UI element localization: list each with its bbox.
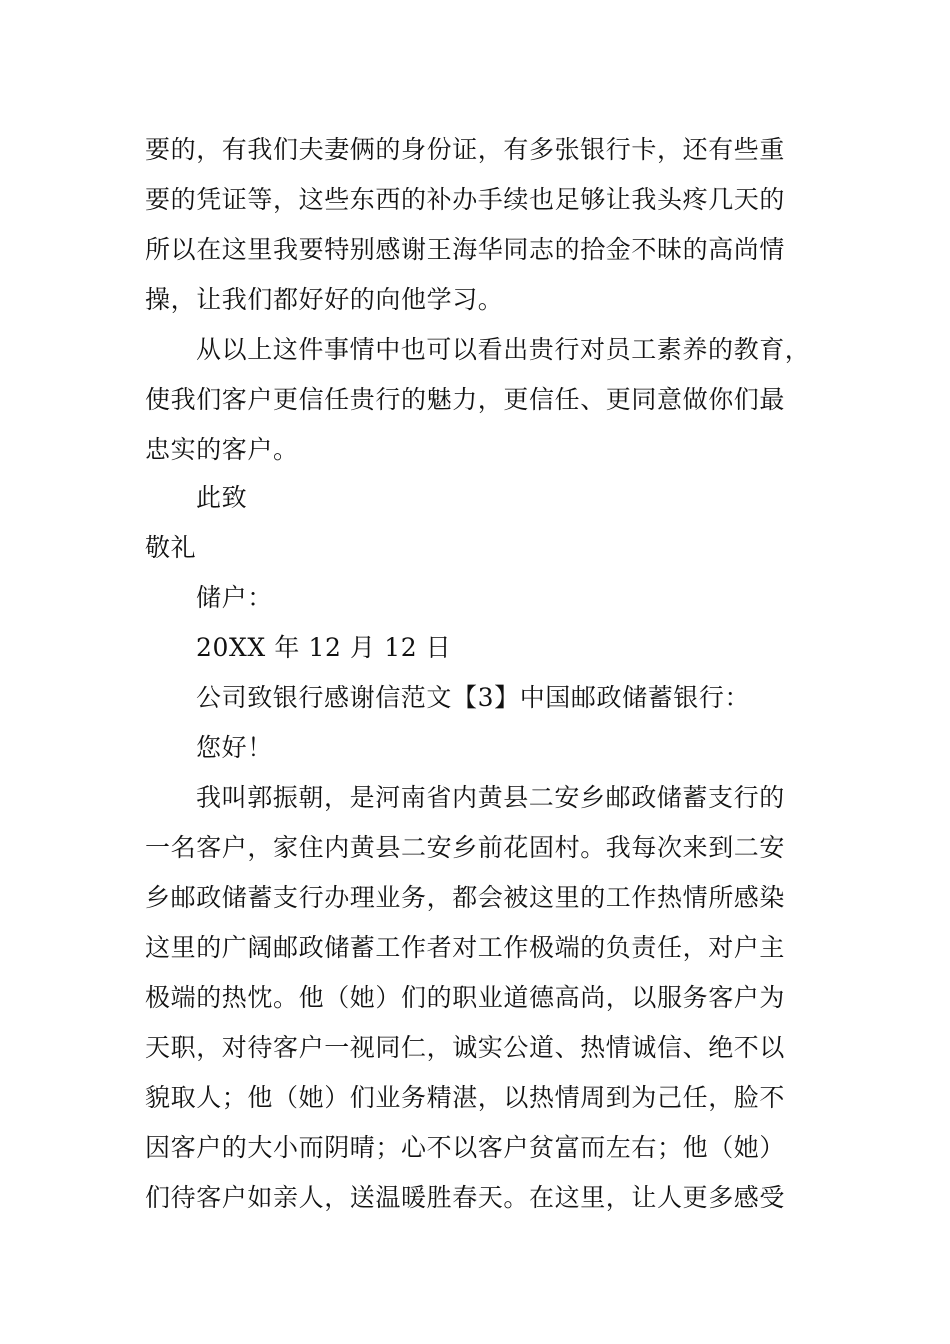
paragraph-line: 极端的热忱。他（她）们的职业道德高尚，以服务客户为 (145, 983, 786, 1012)
closing-regards: 敬礼 (145, 533, 197, 562)
paragraph-line: 天职，对待客户一视同仁，诚实公道、热情诚信、绝不以 (145, 1033, 786, 1062)
paragraph-line: 因客户的大小而阴晴；心不以客户贫富而左右；他（她） (145, 1133, 786, 1162)
letter-date: 20XX 年 12 月 12 日 (196, 633, 452, 662)
paragraph-line: 一名客户，家住内黄县二安乡前花固村。我每次来到二安 (145, 833, 786, 862)
closing-salutation: 此致 (196, 483, 248, 512)
paragraph-line: 这里的广阔邮政储蓄工作者对工作极端的负责任，对户主 (145, 933, 786, 962)
section-heading: 公司致银行感谢信范文【3】中国邮政储蓄银行： (196, 683, 751, 712)
greeting: 您好！ (196, 733, 273, 762)
paragraph-line: 我叫郭振朝，是河南省内黄县二安乡邮政储蓄支行的 (196, 783, 785, 812)
paragraph-line: 要的凭证等，这些东西的补办手续也足够让我头疼几天的 (145, 185, 786, 214)
paragraph-line: 使我们客户更信任贵行的魅力，更信任、更同意做你们最 (145, 385, 786, 414)
paragraph-line: 要的，有我们夫妻俩的身份证，有多张银行卡，还有些重 (145, 135, 786, 164)
paragraph-line: 操，让我们都好好的向他学习。 (145, 285, 504, 314)
paragraph-line: 乡邮政储蓄支行办理业务，都会被这里的工作热情所感染 (145, 883, 786, 912)
paragraph-line: 们待客户如亲人，送温暖胜春天。在这里，让人更多感受 (145, 1183, 786, 1212)
paragraph-line: 所以在这里我要特别感谢王海华同志的拾金不昧的高尚情 (145, 235, 786, 264)
signature-label: 储户： (196, 583, 273, 612)
paragraph-line: 貌取人；他（她）们业务精湛，以热情周到为己任，脸不 (145, 1083, 786, 1112)
paragraph-line: 从以上这件事情中也可以看出贵行对员工素养的教育， (196, 335, 811, 364)
paragraph-line: 忠实的客户。 (145, 435, 299, 464)
